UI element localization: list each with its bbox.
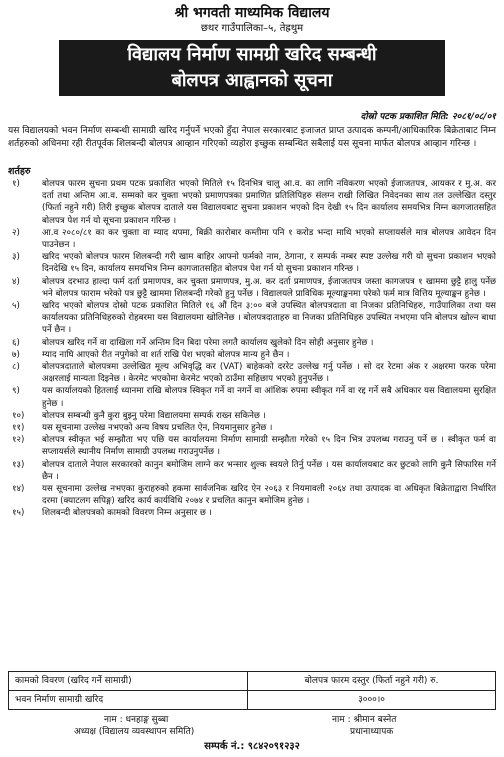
table-row [9,691,496,710]
term-text: बोलपत्र दरभाउ हाल्दा फर्म दर्ता प्रमाणपत्र, कर चुक्ता प्रमाणपत्र, मु.अ. कर दर्ता प्रमाणपत्र, ईजाजतपत्र जस्ता कागजपत्र १ खाममा छुट्टै हालु पर्नेछ भने बोलपत्र फाराम भरेको पत्र छुट्टै खाममा शिलबन्दी गरेको हुनु पर्नेछ । विद्यालयले प्राविधिक मूल्याङ्कनमा परेको फर्म मात्र वित्तिय मूल्याङ्कन हुनेछ । [42,276,496,299]
term-number: ११) [12,423,25,434]
term-text: यस सूचनामा उल्लेख नभएका कुराहरुको हकमा सार्वजनिक खरिद ऐन २०६३ र नियमावली २०६४ तथा उत्पादक वा अधिकृत बिक्रेताद्वारा निर्धारित दरमा (क्याटलग सपिङ्ग) खरिद कार्य कार्यविधि २०७४ र प्रचलित कानुन बमोजिम हुनेछ । [42,484,496,507]
term-number: १) [12,179,20,189]
term-item [8,300,496,337]
term-number: ५) [12,301,20,312]
term-item [8,251,496,275]
term-item [8,483,496,507]
term-text: बोलपत्र फारम सुचना प्रथम पटक प्रकाशित भएको मितिले १५ दिनभित्र चालु आ.व. का लागि नविकरण भएको ईजाजतपत्र, आयकर र मु.अ. कर दर्ता तथा अन्तिम आ.व. सम्मको कर चुक्ता भएको प्रमाणपत्रका प्रमाणित प्रतिलिपिहरु संलग्न राखी लिखित निवेदनका साथ तल उल्लेखित दस्तुर (फिर्ता नहुने गरी) तिरी इच्छुक बोलपत्र दाताले यस विद्यालयबाट सुचना प्रकाशन भएको दिन देखी १५ दिन कार्यालय समयभित्र निम्न कागजातसहित बोलपत्र पेश गर्न यो सूचना प्रकाशन गरिन्छ । [42,179,496,226]
publication-date: दोस्रो पटक प्रकाशित मिति: २०८१/०८/०१ [360,112,496,122]
term-text: बोलपत्र सम्बन्धी कुनै कुरा बुझ्नु परेमा विद्यालयमा सम्पर्क राख्न सकिनेछ । [42,410,266,421]
term-number: १५) [12,508,25,519]
term-number: २) [12,227,20,238]
table-row [9,672,496,691]
terms-list [8,178,496,520]
term-text: बोलपत्र खरिद गर्ने वा दाखिला गर्ने अन्तिम दिन बिदा परेमा लगतै कार्यालय खुलेको दिन सोही अनुसार हुनेछ । [42,337,374,348]
term-number: ९) [12,386,20,397]
term-text: यस सूचनामा उल्लेख नभएको अन्य विषय प्रचलित ऐन, नियमानुसार हुनेछ । [42,423,273,434]
term-text: खरिद भएको बोलपत्र फारम शिलबन्दी गरी खाम बाहिर आफ्नो फर्मको नाम, ठेगाना, र सम्पर्क नम्बर स्पष्ट उल्लेख गरी यो सुचना प्रकाशन भएको दिनदेखि १५ दिन, कार्यालय समयभित्र निम्न कागजातसहित बोलपत्र पेश गर्न यो सुचना प्रकाशन गरिन्छ । [42,252,496,275]
term-number: ८) [12,362,20,373]
term-text: बोलपत्र स्वीकृत भई सम्झौता भए पछि यस कार्यालयमा निर्माण सामाग्री सम्झौता गरेको १५ दिन भित्र उपलब्ध गराउनु पर्ने छ । स्वीकृत फर्म वा सप्लायर्सले स्थानीय निर्माण सामाग्री उपलब्ध गराउनुपर्नेछ । [42,435,496,458]
term-number: ६) [12,337,20,348]
term-item [8,361,496,385]
term-number: ३) [12,252,20,263]
term-item [8,459,496,483]
term-number: १३) [12,459,25,470]
term-number: ४) [12,276,20,287]
chairperson-name: नाम : धनहाङ्ग सुब्बा [104,715,169,725]
table-cell-fee: ३०००।० [248,691,496,710]
table-header-fee: बोलपत्र फारम दस्तुर (फिर्ता नहुने गरी) रु. [248,672,496,691]
term-text: बोलपत्रदाताले बोलपत्रमा उल्लेखित मूल्य अभिवृद्धि कर (VAT) बाहेकको दररेट उल्लेख गर्नु पर्नेछ । सो दर रेटमा अंक र अक्षरमा फरक परेमा अक्षरलाई मान्यता दिइनेछ । केरमेट भएकोमा केरमेट भएको ठाउँमा सहिछाप भएको हुनुपर्नेछ । [42,362,496,385]
term-item [8,422,496,434]
notice-title-line1: विद्यालय निर्माण सामग्री खरिद सम्बन्धी [127,44,377,65]
term-number: १२) [12,435,25,446]
term-item [8,385,496,409]
chairperson-title: अध्यक्ष (विद्यालय व्यवस्थापन समिति) [74,727,195,737]
term-item [8,507,496,519]
cost-table [8,671,496,710]
table-header-work: कामको विवरण (खरिद गर्ने सामाग्री) [9,672,248,691]
term-item [8,337,496,349]
term-text: शिलबन्दी बोलपत्रको कामको विवरण निम्न अनुसार छ । [42,508,212,519]
term-number: १४) [12,484,25,495]
term-item [8,276,496,300]
term-text: म्याद नाघि आएको रीत नपुगेको वा शर्त राखि पेश भएको बोलपत्र मान्य हुने छैन । [42,349,290,360]
term-item [8,178,496,227]
intro-paragraph: यस विद्यालयको भवन निर्माण सम्बन्धी सामाग्री खरिद गर्नुपर्ने भएको हुँदा नेपाल सरकारबाट इजाजत प्राप्त उत्पादक कम्पनी/आधिकारिक बिक्रेताबाट निम्न शर्तहरुको अधिनमा रही रीतपूर्वक शिलबन्दी बोलपत्र आव्हान गरिएको व्यहोरा इच्छुक सम्बन्धित सबैलाई यस सूचना मार्फत बोलपत्र आव्हान गरिन्छ । [8,126,496,149]
table-cell-work: भवन निर्माण सामाग्री खरिद [9,691,248,710]
term-number: १०) [12,410,25,421]
term-text: खरिद भएको बोलपत्र दोस्रो पटक प्रकाशित मितिले १६ औं दिन ३:०० बजे उपस्थित बोलपत्रदाता वा निजका प्रतिनिधिहरु, गाउँपालिका तथा यस कार्यालयका प्रतिनिधिहरुको रोहबरमा यस विद्यालयमा खोलिनेछ । बोलपत्रदाताहरु वा निजका प्रतिनिधिहरु उपस्थित नभएमा पनि बोलपत्र खोल्न बाधा पर्ने छैन । [42,301,496,336]
term-item [8,227,496,251]
term-item [8,349,496,361]
contact-number: सम्पर्क नं.: ९८४२०९१२३२ [204,741,300,752]
terms-heading: शर्तहरु [8,166,31,177]
term-number: ७) [12,349,20,360]
notice-title-banner [59,40,445,96]
school-name: श्री भगवती माध्यमिक विद्यालय [174,5,330,21]
headteacher-title: प्रधानाध्यापक [350,727,394,737]
term-text: आ.व २०८०/८१ का कर चुक्ता वा म्याद थपमा, बिक्री कारोबार कम्तीमा पनि १ करोड भन्दा माथि भएको सप्लायर्सले मात्र बोलपत्र आवेदन दिन पाउनेछन । [42,227,496,251]
term-item [8,410,496,422]
term-item [8,434,496,458]
term-text: यस कार्यालयको हितलाई ध्यानमा राखि बोलपत्र स्विकृत गर्ने वा नगर्ने वा आंशिक रुपमा स्वीकृत गर्ने वा रद्द गर्ने सबै अधिकार यस विद्यालयमा सुरक्षित हुनेछ । [42,386,496,409]
school-address: छथर गाउँपालिका–५, तेह्रथुम [200,23,304,34]
notice-title-line2: बोलपत्र आह्वानको सूचना [171,70,333,91]
term-text: बोलपत्र दाताले नेपाल सरकारको कानुन बमोजिम लाग्ने कर भन्सार शुल्क स्वयले तिर्नु पर्नेछ । यस कार्यालयबाट कर छुटको लागि कुनै सिफारिस गर्ने छैन । [42,459,496,482]
headteacher-name: नाम : श्रीमान बस्नेत [332,715,397,725]
